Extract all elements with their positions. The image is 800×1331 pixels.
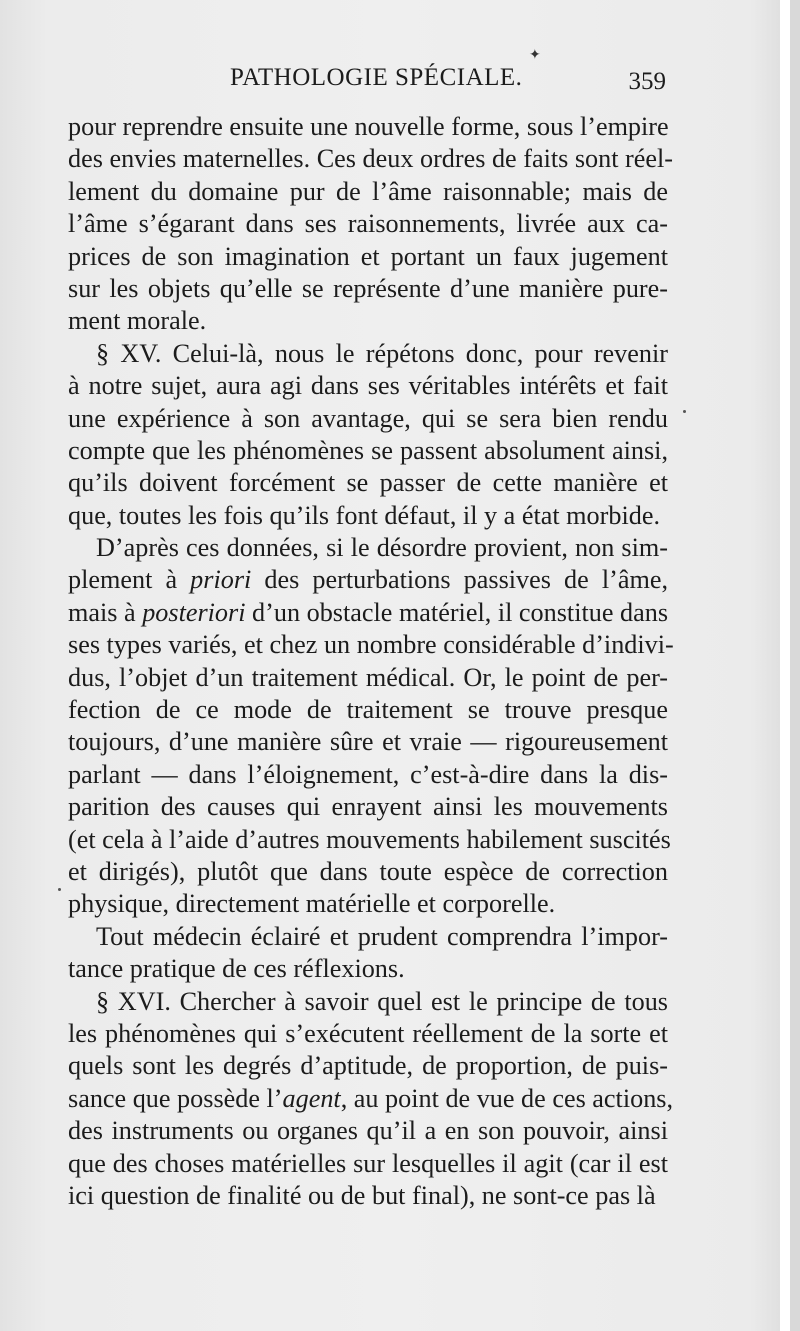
text-line: plement à priori des perturbations passives de l’âme,	[68, 565, 668, 595]
text-line: (et cela à l’aide d’autres mouvements habilement suscités	[68, 824, 671, 854]
paper-speck	[683, 410, 686, 413]
text-line: quels sont les degrés d’aptitude, de proportion, de puis-	[68, 1051, 668, 1081]
paper-speck	[58, 888, 61, 891]
text-line: tance pratique de ces réflexions.	[68, 954, 405, 984]
text-line: ses types variés, et chez un nombre considérable d’indivi-	[68, 630, 674, 660]
paragraph-start-line: Tout médecin éclairé et prudent comprendra l’impor-	[96, 921, 668, 951]
text-line: et dirigés), plutôt que dans toute espèce de correction	[68, 856, 668, 886]
text-line: pour reprendre ensuite une nouvelle forme, sous l’empire	[68, 112, 669, 141]
text-line: dus, l’objet d’un traitement médical. Or, le point de per-	[68, 662, 668, 692]
text-line: ment morale.	[68, 306, 207, 336]
section-heading-line: § XVI. Chercher à savoir quel est le principe de tous	[96, 986, 668, 1016]
page-header	[68, 47, 670, 100]
text-line: qu’ils doivent forcément se passer de cette manière et	[68, 468, 668, 498]
text-line: que des choses matérielles sur lesquelles il agit (car il est	[68, 1148, 668, 1178]
text-line: des instruments ou organes qu’il a en son pouvoir, ainsi	[68, 1116, 668, 1146]
text-line: physique, directement matérielle et corporelle.	[68, 889, 556, 919]
text-line: compte que les phénomènes se passent absolument ainsi,	[68, 435, 668, 465]
text-line: lement du domaine pur de l’âme raisonnable; mais de	[68, 176, 668, 206]
text-line: fection de ce mode de traitement se trouve presque	[68, 695, 668, 725]
running-head: PATHOLOGIE SPÉCIALE.	[230, 64, 523, 91]
text-line: des envies maternelles. Ces deux ordres de faits sont réel-	[68, 144, 674, 174]
text-line: sur les objets qu’elle se représente d’une manière pure-	[68, 273, 668, 303]
page-edge	[780, 0, 790, 1331]
text-line: à notre sujet, aura agi dans ses véritables intérêts et fait	[68, 371, 668, 401]
paragraph-start-line: D’après ces données, si le désordre provient, non sim-	[96, 533, 668, 563]
text-line: sance que possède l’agent, au point de vue de ces actions,	[68, 1083, 674, 1113]
text-line: prices de son imagination et portant un faux jugement	[68, 241, 668, 271]
page-number: 359	[628, 68, 666, 95]
text-line: que, toutes les fois qu’ils font défaut, il y a état morbide.	[68, 500, 660, 530]
section-heading-line: § XV. Celui-là, nous le répétons donc, pour revenir	[96, 338, 668, 368]
body-text	[68, 111, 674, 1212]
text-line: les phénomènes qui s’exécutent réellement de la sorte et	[68, 1018, 668, 1048]
text-line: ici question de finalité ou de but final), ne sont-ce pas là	[68, 1180, 656, 1210]
text-line: parition des causes qui enrayent ainsi les mouvements	[68, 792, 668, 822]
text-line: mais à posteriori d’un obstacle matériel, il constitue dans	[68, 597, 669, 627]
text-line: l’âme s’égarant dans ses raisonnements, livrée aux ca-	[68, 209, 668, 239]
text-line: parlant — dans l’éloignement, c’est-à-dire dans la dis-	[68, 759, 668, 789]
text-line: une expérience à son avantage, qui se sera bien rendu	[68, 403, 668, 433]
ornament-mark: ✦	[529, 47, 541, 63]
text-line: toujours, d’une manière sûre et vraie — rigoureusement	[68, 727, 668, 757]
